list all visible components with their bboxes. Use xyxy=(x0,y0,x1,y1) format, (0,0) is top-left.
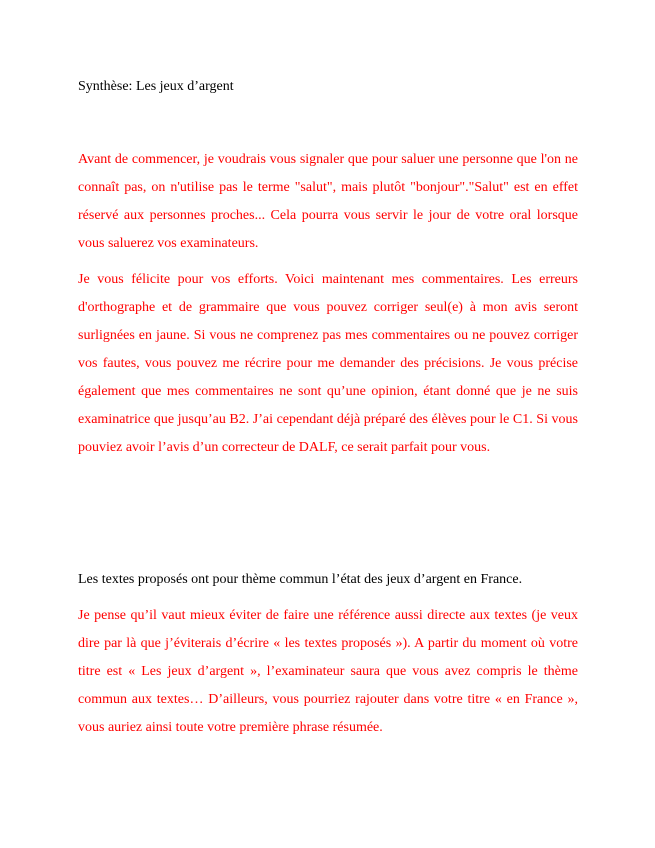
document-title: Synthèse: Les jeux d’argent xyxy=(78,79,234,94)
student-sentence: Les textes proposés ont pour thème commun l’état des jeux d’argent en France. xyxy=(78,572,523,587)
comment-introduction: Je vous félicite pour vos efforts. Voici maintenant mes commentaires. Les erreurs d'orthographe et de grammaire que vous pouvez corriger seul(e) à mon avis seront surlignées en jaune. Si vous ne comprenez pas mes commentaires ou ne pouvez corriger vos fautes, vous pouvez me récrire pour me demander des précisions. Je vous précise également que mes commentaires ne sont qu’une opinion, étant donné que je ne suis examinatrice que jusqu’au B2. J’ai cependant déjà préparé des élèves pour le C1. Si vous pouviez avoir l’avis d’un correcteur de DALF, ce serait parfait pour vous. xyxy=(78,272,578,455)
comment-reference-to-texts: Je pense qu’il vaut mieux éviter de faire une référence aussi directe aux textes (je veux dire par là que j’éviterais d’écrire « les textes proposés »). A partir du moment où votre titre est « Les jeux d’argent », l’examinateur saura que vous avez compris le thème commun aux textes… D’ailleurs, vous pourriez rajouter dans votre titre « en France », vous auriez ainsi toute votre première phrase résumée. xyxy=(78,608,578,735)
comment-greeting: Avant de commencer, je voudrais vous signaler que pour saluer une personne que l'on ne connaît pas, on n'utilise pas le terme "salut", mais plutôt "bonjour"."Salut" est en effet réservé aux personnes proches... Cela pourra vous servir le jour de votre oral lorsque vous saluerez vos examinateurs. xyxy=(78,152,578,251)
